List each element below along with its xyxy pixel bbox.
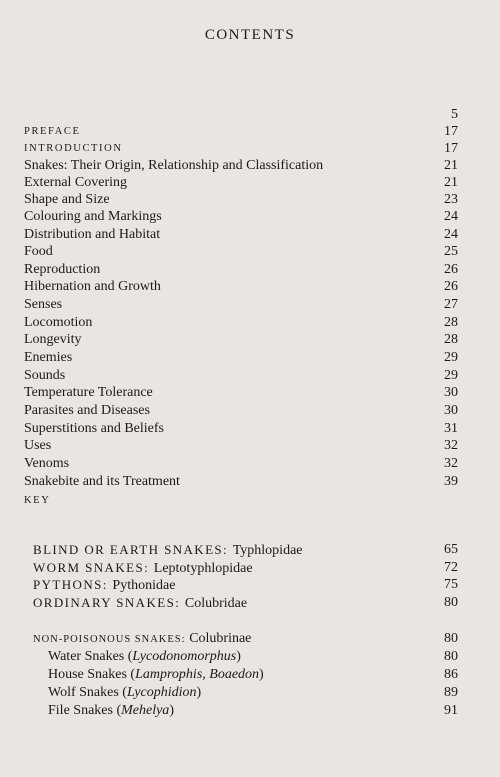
toc-label: Locomotion (24, 315, 93, 330)
toc-label: Sounds (24, 368, 66, 383)
toc-page-number: 65 (444, 542, 458, 557)
family-name: Leptotyphlopidae (153, 561, 253, 576)
subfamily-heading: NON-POISONOUS SNAKES: (33, 634, 186, 645)
family-common-name: WORM SNAKES: (33, 560, 150, 575)
toc-label: Temperature Tolerance (24, 385, 153, 400)
toc-row (0, 594, 500, 612)
toc-label (33, 630, 251, 649)
toc-row (0, 191, 500, 209)
toc-row (0, 296, 500, 314)
toc-row (0, 331, 500, 349)
toc-label: Water Snakes (Lycodonomorphus) (48, 649, 241, 664)
toc-row (0, 261, 500, 279)
toc-row (0, 702, 500, 720)
toc-page-number: 28 (444, 332, 458, 347)
genus-name: Lycophidion (126, 685, 197, 700)
toc-row (0, 541, 500, 559)
toc-row (0, 140, 500, 158)
toc-page-number: 80 (444, 631, 458, 646)
toc-page-number: 27 (444, 297, 458, 312)
toc-label: Superstitions and Beliefs (24, 421, 164, 436)
toc-row (0, 278, 500, 296)
toc-page-number: 86 (444, 667, 458, 682)
toc-label: Snakes: Their Origin, Relationship and Classification (24, 158, 324, 173)
family-name: Colubridae (184, 596, 248, 611)
toc-page-number: 24 (444, 209, 458, 224)
toc-label: Colouring and Markings (24, 209, 162, 224)
toc-page-number: 26 (444, 279, 458, 294)
toc-row (0, 226, 500, 244)
genus-name: Mehelya (121, 703, 170, 718)
toc-label: PREFACE (24, 126, 81, 137)
toc-label: House Snakes (Lamprophis, Boaedon) (48, 667, 264, 682)
toc-page-number: 30 (444, 385, 458, 400)
family-common-name: PYTHONS: (33, 577, 108, 592)
toc-label: Shape and Size (24, 192, 110, 207)
toc-page-number: 32 (444, 456, 458, 471)
toc-label: Hibernation and Growth (24, 279, 161, 294)
toc-label: Distribution and Habitat (24, 227, 161, 242)
toc-row (0, 630, 500, 648)
toc-label (33, 541, 303, 560)
toc-page-number: 80 (444, 649, 458, 664)
toc-row (0, 384, 500, 402)
toc-row (0, 243, 500, 261)
toc-page-number: 23 (444, 192, 458, 207)
genus-name: Lycodonomorphus (132, 649, 237, 664)
toc-page-number: 17 (444, 124, 458, 139)
toc-row (0, 648, 500, 666)
toc-page-number: 29 (444, 368, 458, 383)
toc-label: Longevity (24, 332, 82, 347)
toc-page-number: 21 (444, 175, 458, 190)
toc-label: Food (24, 244, 53, 259)
toc-label: File Snakes (Mehelya) (48, 703, 174, 718)
toc-row (0, 437, 500, 455)
toc-page-number: 28 (444, 315, 458, 330)
toc-page-number: 89 (444, 685, 458, 700)
toc-page-number: 39 (444, 474, 458, 489)
toc-page-number: 25 (444, 244, 458, 259)
toc-row (0, 402, 500, 420)
toc-label: Parasites and Diseases (24, 403, 150, 418)
toc-page-number: 91 (444, 703, 458, 718)
toc-row (0, 367, 500, 385)
toc-page-number: 80 (444, 595, 458, 610)
toc-page-number: 32 (444, 438, 458, 453)
toc-page-number: 21 (444, 158, 458, 173)
toc-row (0, 314, 500, 332)
toc-label: KEY (24, 495, 51, 506)
toc-label: Enemies (24, 350, 73, 365)
toc-label: Snakebite and its Treatment (24, 474, 180, 489)
toc-label: Wolf Snakes (Lycophidion) (48, 685, 202, 700)
toc-page-number: 24 (444, 227, 458, 242)
toc-label: INTRODUCTION (24, 143, 123, 154)
toc-label: Uses (24, 438, 52, 453)
toc-label: Venoms (24, 456, 70, 471)
toc-row (0, 492, 500, 510)
toc-label: Senses (24, 297, 63, 312)
toc-page-number: 75 (444, 577, 458, 592)
page-title: CONTENTS (204, 27, 296, 43)
family-common-name: BLIND OR EARTH SNAKES: (33, 542, 229, 557)
family-name: Typhlopidae (232, 543, 303, 558)
toc-page-number: 72 (444, 560, 458, 575)
family-common-name: ORDINARY SNAKES: (33, 595, 181, 610)
toc-label: External Covering (24, 175, 128, 190)
toc-label: Reproduction (24, 262, 101, 277)
toc-page-number: 31 (444, 421, 458, 436)
toc-page-number: 17 (444, 141, 458, 156)
toc-row (0, 349, 500, 367)
toc-row (0, 106, 500, 124)
toc-row (0, 576, 500, 594)
toc-row (0, 420, 500, 438)
toc-row (0, 684, 500, 702)
toc-page-number: 30 (444, 403, 458, 418)
subfamily-name: Colubrinae (189, 631, 252, 646)
family-name: Pythonidae (112, 578, 176, 593)
toc-row (0, 174, 500, 192)
toc-row (0, 123, 500, 141)
toc-page-number: 26 (444, 262, 458, 277)
toc-row (0, 157, 500, 175)
toc-row (0, 208, 500, 226)
genus-name: Lamprophis, Boaedon (135, 667, 260, 682)
toc-row (0, 455, 500, 473)
toc-label (33, 576, 175, 595)
toc-row (0, 559, 500, 577)
toc-page-number: 29 (444, 350, 458, 365)
toc-row (0, 473, 500, 491)
toc-page-number: 5 (451, 107, 458, 122)
toc-row (0, 666, 500, 684)
toc-label (33, 594, 247, 613)
